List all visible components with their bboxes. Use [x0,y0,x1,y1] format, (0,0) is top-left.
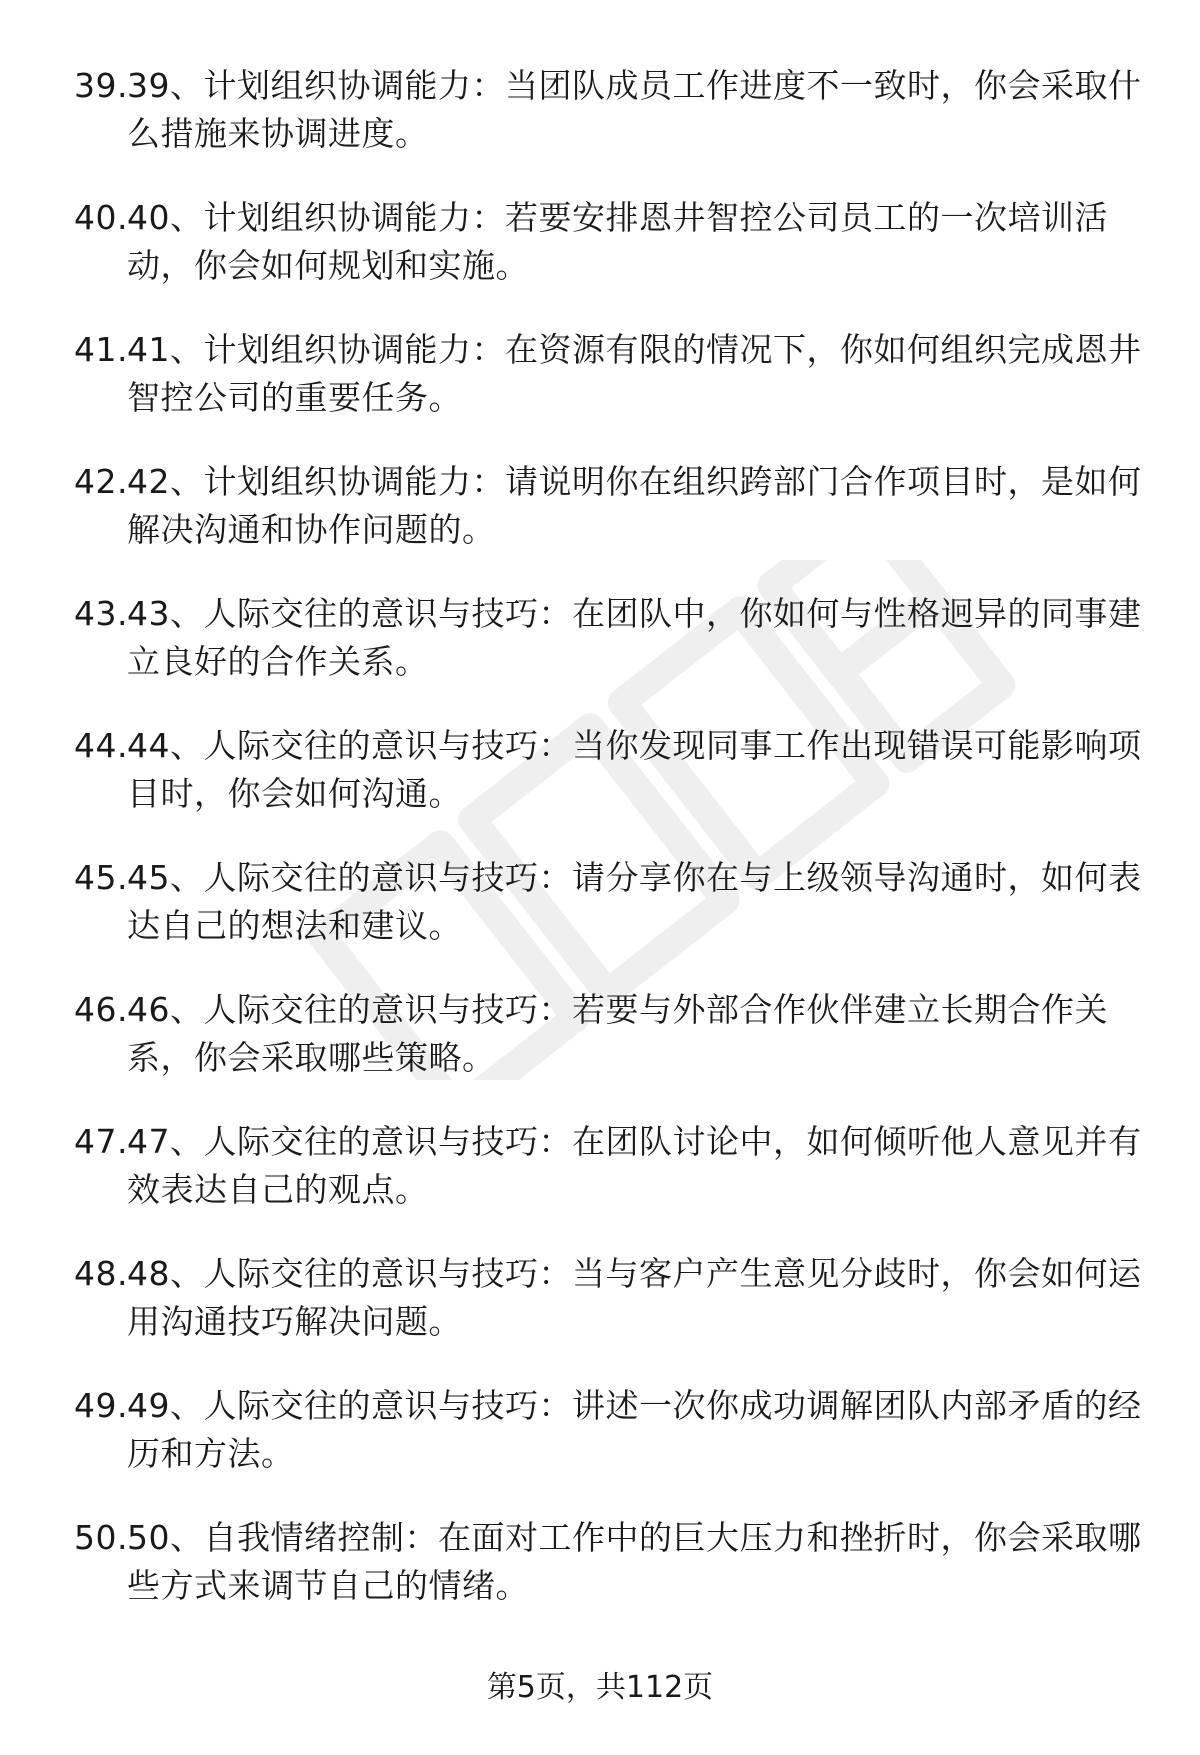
question-text: 44、人际交往的意识与技巧：当你发现同事工作出现错误可能影响项目时，你会如何沟通。 [127,726,1142,813]
question-number: 41. [74,330,128,369]
question-text: 46、人际交往的意识与技巧：若要与外部合作伙伴建立长期合作关系，你会采取哪些策略。 [127,990,1108,1077]
question-number: 48. [74,1254,128,1293]
question-item [0,1118,1200,1250]
question-number: 49. [74,1386,128,1425]
question-text: 48、人际交往的意识与技巧：当与客户产生意见分歧时，你会如何运用沟通技巧解决问题。 [127,1254,1142,1341]
question-number: 44. [74,726,128,765]
question-number: 40. [74,198,128,237]
question-item [0,458,1200,590]
question-number: 45. [74,858,128,897]
question-text: 41、计划组织协调能力：在资源有限的情况下，你如何组织完成恩井智控公司的重要任务。 [127,330,1142,417]
question-list [0,62,1200,1646]
question-item [0,1514,1200,1646]
question-text: 50、自我情绪控制：在面对工作中的巨大压力和挫折时，你会采取哪些方式来调节自己的情绪。 [127,1518,1142,1605]
question-text: 39、计划组织协调能力：当团队成员工作进度不一致时，你会采取什么措施来协调进度。 [127,66,1142,153]
question-text: 43、人际交往的意识与技巧：在团队中，你如何与性格迥异的同事建立良好的合作关系。 [127,594,1142,681]
question-item [0,194,1200,326]
question-item [0,1250,1200,1382]
question-text: 40、计划组织协调能力：若要安排恩井智控公司员工的一次培训活动，你会如何规划和实施。 [127,198,1108,285]
question-number: 47. [74,1122,128,1161]
question-item [0,1382,1200,1514]
question-text: 47、人际交往的意识与技巧：在团队讨论中，如何倾听他人意见并有效表达自己的观点。 [127,1122,1142,1209]
question-item [0,854,1200,986]
question-number: 46. [74,990,128,1029]
question-number: 42. [74,462,128,501]
page-number-label: 第5页，共112页 [486,1670,714,1705]
page-footer [0,1668,1200,1708]
question-number: 39. [74,66,128,105]
question-number: 50. [74,1518,128,1557]
question-item [0,722,1200,854]
question-text: 42、计划组织协调能力：请说明你在组织跨部门合作项目时，是如何解决沟通和协作问题的。 [127,462,1142,549]
question-item [0,986,1200,1118]
question-number: 43. [74,594,128,633]
question-item [0,326,1200,458]
question-item [0,590,1200,722]
question-text: 49、人际交往的意识与技巧：讲述一次你成功调解团队内部矛盾的经历和方法。 [127,1386,1142,1473]
question-item [0,62,1200,194]
question-text: 45、人际交往的意识与技巧：请分享你在与上级领导沟通时，如何表达自己的想法和建议。 [127,858,1142,945]
